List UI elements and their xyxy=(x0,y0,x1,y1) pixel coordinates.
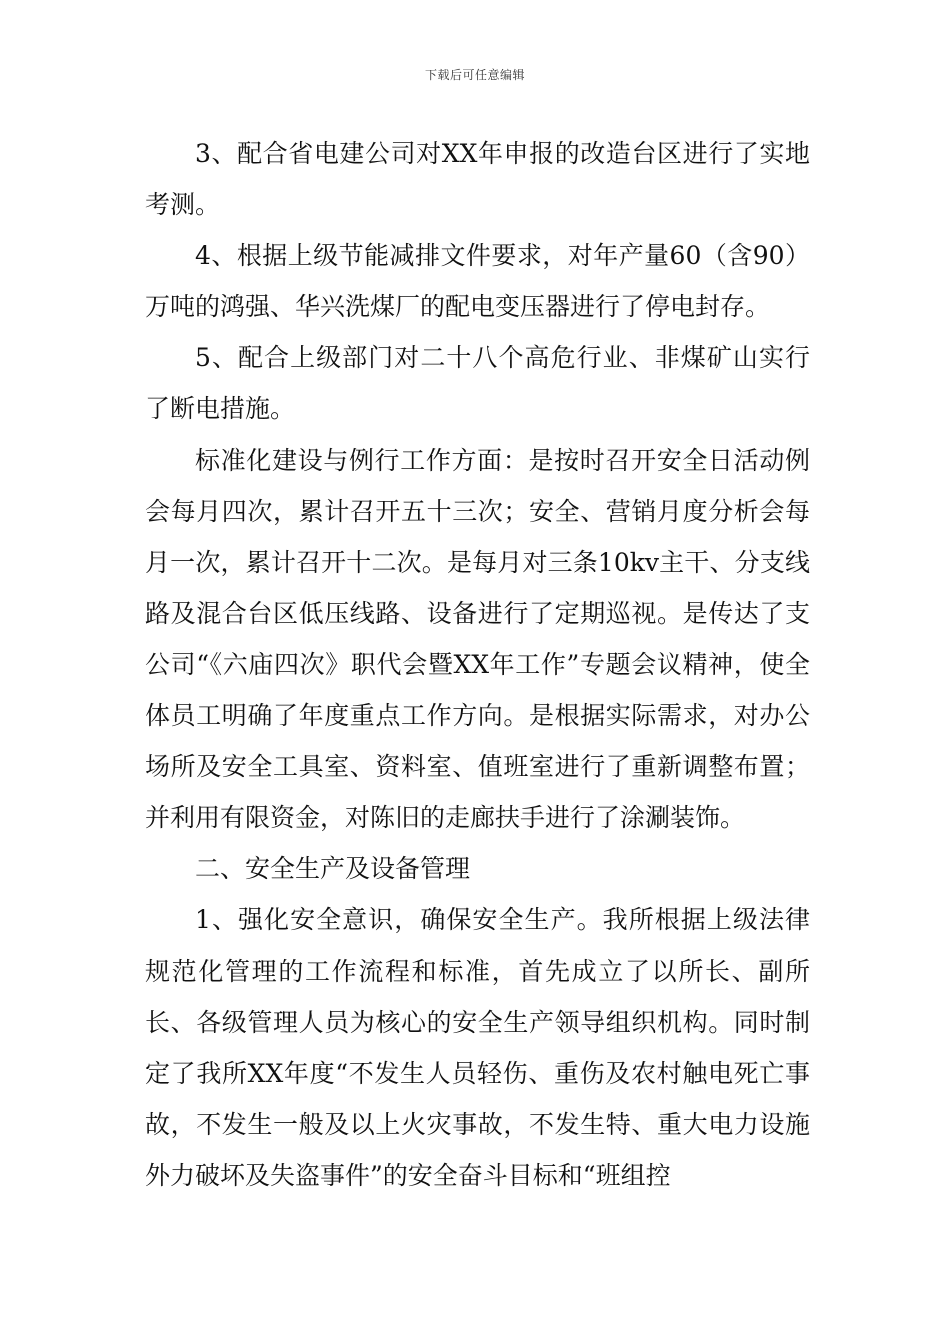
paragraph-item-4: 4、根据上级节能减排文件要求，对年产量60（含90）万吨的鸿强、华兴洗煤厂的配电变压器进行了停电封存。 xyxy=(145,241,810,322)
paragraph-standardization: 标准化建设与例行工作方面：是按时召开安全日活动例会每月四次，累计召开五十三次；安全、营销月度分析会每月一次，累计召开十二次。是每月对三条10kv主干、分支线路及混合台区低压线路、设备进行了定期巡视。是传达了支公司“《六庙四次》职代会暨XX年工作”专题会议精神，使全体员工明确了年度重点工作方向。是根据实际需求，对办公场所及安全工具室、资料室、值班室进行了重新调整布置；并利用有限资金，对陈旧的走廊扶手进行了涂涮装饰。 xyxy=(145,445,810,833)
paragraph-item-3: 3、配合省电建公司对XX年申报的改造台区进行了实地考测。 xyxy=(145,139,810,220)
paragraph-item-5: 5、配合上级部门对二十八个高危行业、非煤矿山实行了断电措施。 xyxy=(145,343,810,424)
section-heading-safety: 二、安全生产及设备管理 xyxy=(195,854,471,884)
document-body xyxy=(145,128,810,1201)
page-header: 下载后可任意编辑 xyxy=(424,68,525,82)
paragraph-safety-awareness: 1、强化安全意识，确保安全生产。我所根据上级法律规范化管理的工作流程和标准，首先成立了以所长、副所长、各级管理人员为核心的安全生产领导组织机构。同时制定了我所XX年度“不发生人员轻伤、重伤及农村触电死亡事故，不发生一般及以上火灾事故，不发生特、重大电力设施外力破坏及失盗事件”的安全奋斗目标和“班组控 xyxy=(145,905,810,1190)
